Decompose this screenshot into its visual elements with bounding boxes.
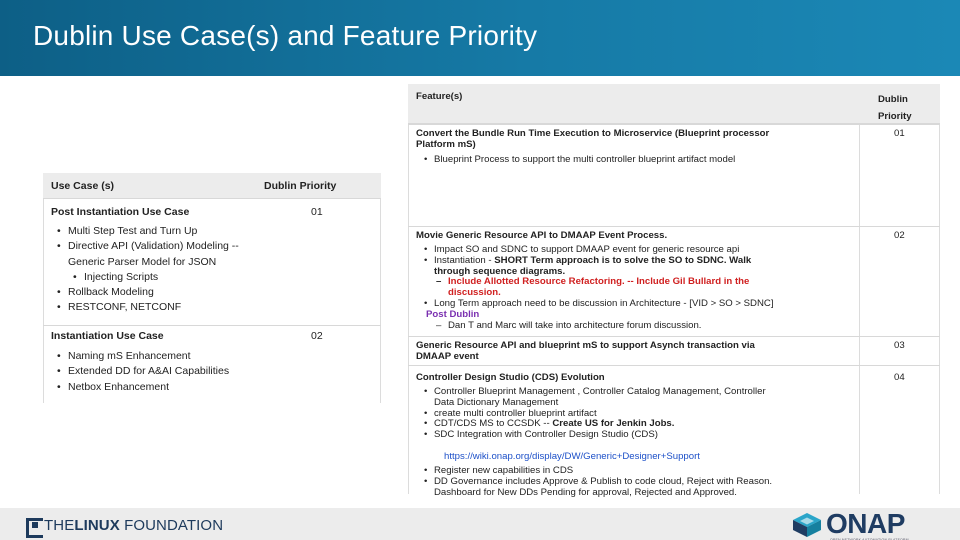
use-case-priority: 01: [311, 206, 323, 218]
feature-title: [416, 128, 769, 150]
use-case-name: Post Instantiation Use Case: [51, 206, 190, 218]
table-row: [408, 365, 940, 498]
list-item: through sequence diagrams.: [434, 265, 566, 277]
dublin-priority-header: [878, 91, 912, 125]
feature-title-line: DMAAP event: [416, 351, 479, 362]
feature-title-line: Convert the Bundle Run Time Execution to Microservice (Blueprint processor: [416, 128, 770, 139]
list-item-bold: SHORT Term approach is to solve the SO to SDNC. Walk: [494, 254, 752, 266]
list-item: Data Dictionary Management: [434, 396, 559, 408]
slide-title: Dublin Use Case(s) and Feature Priority: [33, 20, 538, 51]
onap-wordmark: ONAP: [826, 508, 905, 539]
list-item: • Netbox Enhancement: [57, 380, 229, 395]
feature-items: [424, 155, 735, 166]
feature-items: [424, 387, 766, 441]
linux-foundation-logo: [26, 517, 223, 533]
list-item: • Extended DD for A&AI Capabilities: [57, 364, 229, 379]
use-case-items: [57, 224, 239, 316]
list-item: Generic Parser Model for JSON: [68, 255, 217, 268]
feature-priority: 03: [894, 340, 905, 351]
table-row: [43, 326, 381, 402]
use-case-header: Use Case (s): [51, 180, 115, 192]
list-item: [424, 256, 774, 267]
list-item: • Multi Step Test and Turn Up: [57, 224, 239, 239]
feature-title: Movie Generic Resource API to DMAAP Event Process.: [416, 230, 668, 241]
lf-foundation: FOUNDATION: [119, 516, 224, 534]
list-item: • Controller Blueprint Management , Controller Catalog Management, Controller: [424, 387, 766, 398]
linux-foundation-mark-icon: [26, 518, 40, 532]
list-item: • Naming mS Enhancement: [57, 349, 229, 364]
list-item: – Include Allotted Resource Refactoring. -- Include Gil Bullard in the: [424, 277, 774, 288]
list-item: • Long Term approach need to be discussion in Architecture - [VID > SO > SDNC]: [424, 299, 774, 310]
feature-title: [416, 340, 755, 362]
use-case-name: Instantiation Use Case: [51, 330, 164, 342]
table-row: [408, 336, 940, 365]
feature-priority: 02: [894, 230, 905, 241]
dublin-label: Dublin: [878, 94, 908, 105]
list-item: • Injecting Scripts: [57, 270, 239, 285]
feature-table: [408, 84, 940, 498]
feature-title-line: Platform mS): [416, 139, 476, 150]
feature-title: Controller Design Studio (CDS) Evolution: [416, 372, 605, 383]
use-case-table-header: [43, 173, 381, 199]
onap-mark-icon: [790, 512, 824, 538]
table-row: [408, 226, 940, 336]
lf-the: THE: [44, 516, 75, 534]
feature-priority: 01: [894, 128, 905, 139]
onap-tagline: OPEN NETWORK AUTOMATION PLATFORM: [830, 538, 909, 540]
list-item-bold: Create US for Jenkin Jobs.: [552, 418, 675, 430]
list-item: • create multi controller blueprint artifact: [424, 409, 766, 420]
feature-items: [424, 245, 774, 331]
list-item: • Directive API (Validation) Modeling --: [57, 239, 239, 254]
footer: [0, 508, 960, 540]
list-item: • Register new capabilities in CDS: [424, 466, 772, 477]
list-item: Post Dublin: [426, 308, 480, 320]
linux-foundation-text: [44, 517, 223, 534]
list-item: • Rollback Modeling: [57, 285, 239, 300]
lf-linux: LINUX: [74, 516, 120, 534]
table-row: [408, 124, 940, 226]
feature-table-header: [408, 84, 940, 124]
use-case-items: [57, 349, 229, 395]
list-item: • Impact SO and SDNC to support DMAAP event for generic resource api: [424, 245, 774, 256]
onap-logo: [790, 508, 905, 539]
list-item: Dashboard for New DDs Pending for approval, Rejected and Approved.: [434, 486, 737, 498]
list-item-text: Instantiation -: [434, 254, 492, 266]
feature-title-line: Generic Resource API and blueprint mS to support Asynch transaction via: [416, 340, 755, 351]
title-bar: [0, 0, 960, 76]
use-case-table: [43, 173, 381, 403]
feature-priority: 04: [894, 372, 905, 383]
dublin-priority-header: Dublin Priority: [264, 180, 337, 192]
wiki-link[interactable]: https://wiki.onap.org/display/DW/Generic+Designer+Support: [444, 451, 700, 462]
feature-items: [424, 466, 772, 498]
list-item: • Blueprint Process to support the multi controller blueprint artifact model: [424, 155, 735, 166]
list-item: • DD Governance includes Approve & Publish to code cloud, Reject with Reason.: [424, 477, 772, 488]
priority-label: Priority: [878, 111, 912, 122]
list-item: discussion.: [448, 287, 501, 299]
list-item-text: CDT/CDS MS to CCSDK --: [434, 418, 550, 430]
table-row: [43, 199, 381, 326]
list-item: • RESTCONF, NETCONF: [57, 300, 239, 315]
list-item: • SDC Integration with Controller Design Studio (CDS): [424, 430, 766, 441]
use-case-priority: 02: [311, 330, 323, 342]
list-item: – Dan T and Marc will take into architecture forum discussion.: [424, 321, 774, 332]
feature-header: Feature(s): [416, 91, 463, 102]
